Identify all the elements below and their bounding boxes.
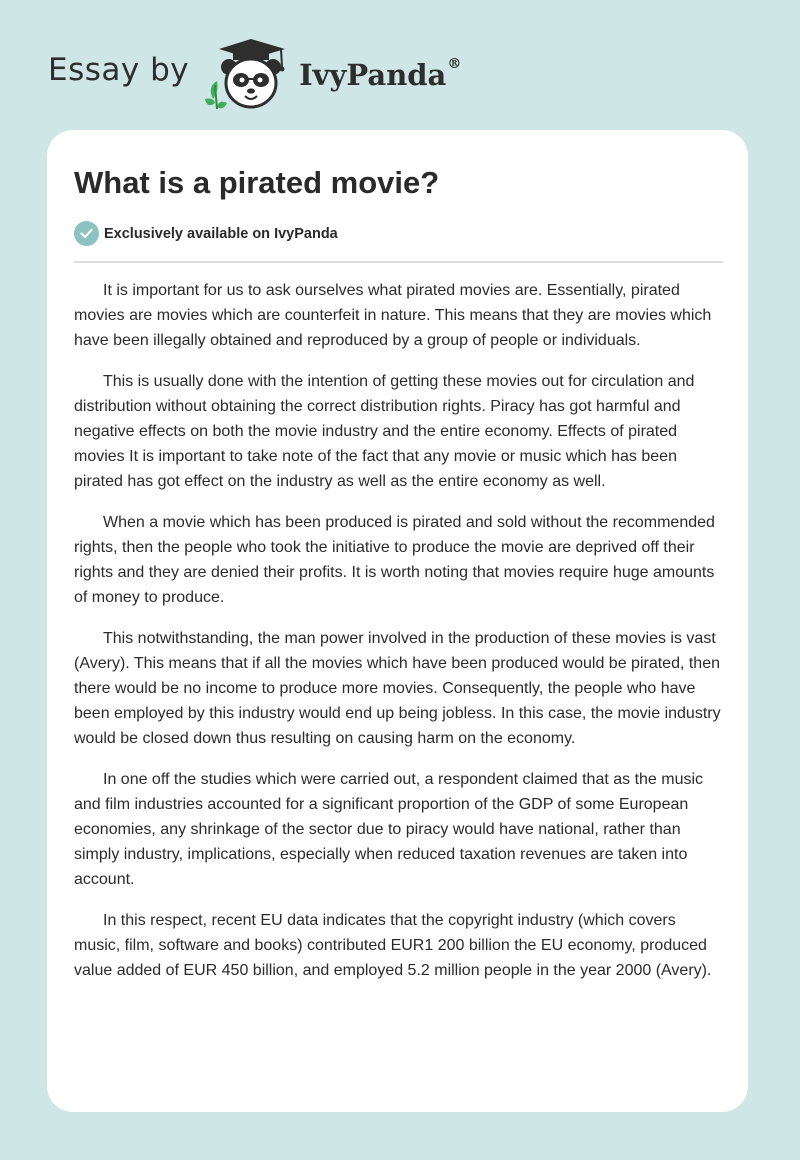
badge-text: Exclusively available on IvyPanda (104, 225, 338, 242)
paragraph: In this respect, recent EU data indicates that the copyright industry (which covers music, film, software and books) contributed EUR1 200 billion the EU economy, produced value added of EUR 450 billion, and employed 5.2 million people in the year 2000 (Avery). (74, 912, 712, 979)
paragraph: It is important for us to ask ourselves what pirated movies are. Essentially, pirated movies are movies which are counterfeit in nature. This means that they are movies which have been illegally obtained and reproduced by a group of people or individuals. (74, 282, 712, 349)
registered-mark: ® (447, 56, 462, 72)
essay-card (47, 130, 748, 1112)
paragraph: This is usually done with the intention of getting these movies out for circulation and distribution without obtaining the correct distribution rights. Piracy has got harmful and negative effects on both the movie industry and the entire economy. Effects of pirated movies It is important to take note of the fact that any movie or music which has been pirated has got effect on the industry as well as the entire economy as well. (74, 373, 695, 490)
page-title: What is a pirated movie? (74, 165, 440, 200)
brand-name[interactable]: IvyPanda® (299, 56, 462, 92)
paragraph: This notwithstanding, the man power involved in the production of these movies is vast (Avery). This means that if all the movies which have been produced would be pirated, then there would be no income to produce more movies. Consequently, the people who have been employed by this industry would end up being jobless. In this case, the movie industry would be closed down thus resulting on causing harm on the economy. (74, 630, 721, 747)
essay-by-label: Essay by (48, 52, 190, 88)
site-header (48, 34, 461, 114)
paragraph: When a movie which has been produced is pirated and sold without the recommended rights, then the people who took the initiative to produce the movie are deprived off their rights and they are denied their profits. It is worth noting that movies require huge amounts of money to produce. (74, 514, 715, 606)
check-circle-icon (74, 221, 99, 246)
divider (74, 261, 723, 263)
panda-graduate-icon[interactable] (205, 37, 295, 111)
paragraph: In one off the studies which were carried out, a respondent claimed that as the music and film industries accounted for a significant proportion of the GDP of some European economies, any shrinkage of the sector due to piracy would have national, rather than simply industry, implications, especially when reduced taxation revenues are taken into account. (74, 771, 704, 888)
exclusive-badge (74, 221, 338, 246)
essay-body (74, 278, 726, 999)
